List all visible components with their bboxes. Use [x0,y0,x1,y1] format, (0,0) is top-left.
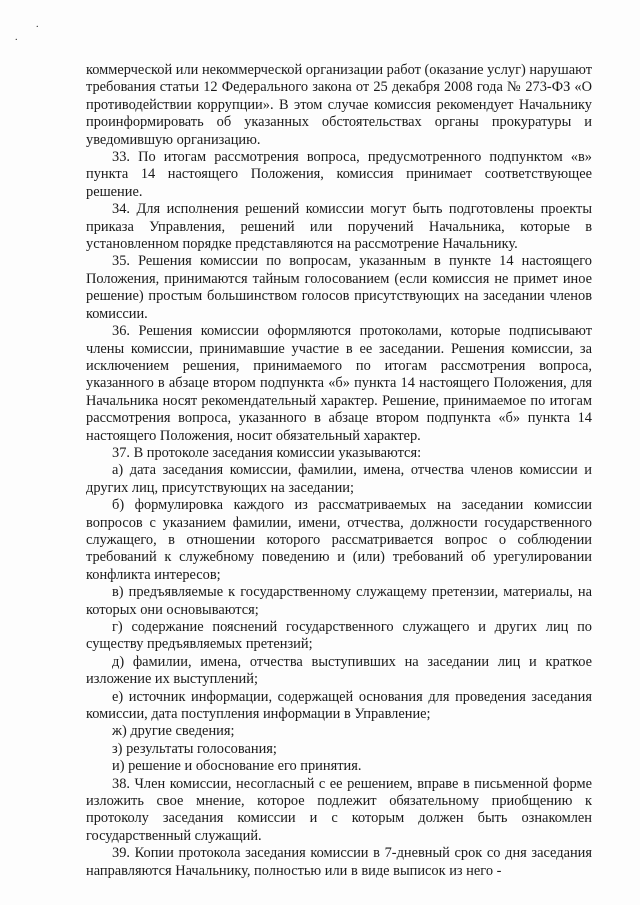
paragraph-38: 38. Член комиссии, несогласный с ее решением, вправе в письменной форме изложить свое мнение, которое подлежит обязательному приобщению к протоколу заседания комиссии и с которым должен быть ознакомлен государственный служащий. [86,775,592,844]
list-item-e: е) источник информации, содержащей основания для проведения заседания комиссии, дата поступления информации в Управление; [86,688,592,723]
paragraph-continuation: коммерческой или некоммерческой организации работ (оказание услуг) нарушают требования статьи 12 Федерального закона от 25 декабря 2008 года № 273-ФЗ «О противодействии коррупции». В этом случае комиссия рекомендует Начальнику проинформировать об указанных обстоятельствах органы прокуратуры и уведомившую организацию. [86,62,592,148]
paragraph-33: 33. По итогам рассмотрения вопроса, предусмотренного подпунктом «в» пункта 14 настоящего Положения, комиссия принимает соответствующее решение. [86,149,592,200]
scan-mark: . [36,19,39,30]
paragraph-37: 37. В протоколе заседания комиссии указываются: [112,444,422,461]
paragraph-36: 36. Решения комиссии оформляются протоколами, которые подписывают члены комиссии, принимавшие участие в ее заседании. Решения комиссии, за исключением решения, принимаемого по итогам рассмотрения вопроса, указанного в абзаце втором подпункта «б» пункта 14 настоящего Положения, для Начальника носят рекомендательный характер. Решение, принимаемое по итогам рассмотрения вопроса, указанного в абзаце втором подпункта «б» пункта 14 настоящего Положения, носит обязательный характер. [86,323,592,444]
list-item-a: а) дата заседания комиссии, фамилии, имена, отчества членов комиссии и других лиц, присутствующих на заседании; [86,462,592,496]
list-item-z: з) результаты голосования; [112,740,277,757]
list-item-zh: ж) другие сведения; [112,723,235,740]
paragraph-39: 39. Копии протокола заседания комиссии в 7-дневный срок со дня заседания направляются Начальнику, полностью или в виде выписок из него - [86,845,592,879]
list-item-b: б) формулировка каждого из рассматриваемых на заседании комиссии вопросов с указанием фамилии, имени, отчества, должности государственного служащего, в отношении которого рассматривается вопрос о соблюдении требований к служебному поведению и (или) требований об урегулировании конфликта интересов; [86,497,592,583]
list-item-i: и) решение и обоснование его принятия. [112,758,362,775]
paragraph-34: 34. Для исполнения решений комиссии могут быть подготовлены проекты приказа Управления, решений или поручений Начальника, которые в установленном порядке представляются на рассмотрение Начальнику. [86,201,592,253]
paragraph-35: 35. Решения комиссии по вопросам, указанным в пункте 14 настоящего Положения, принимаются тайным голосованием (если комиссия не примет иное решение) простым большинством голосов присутствующих на заседании членов комиссии. [86,253,592,322]
scan-mark: . [15,32,18,43]
list-item-d: д) фамилии, имена, отчества выступивших на заседании лиц и краткое изложение их выступлений; [86,653,592,688]
list-item-g: г) содержание пояснений государственного служащего и других лиц по существу предъявляемых претензий; [86,619,592,653]
document-body [86,62,592,880]
list-item-v: в) предъявляемые к государственному служащему претензии, материалы, на которых они основываются; [86,584,592,618]
